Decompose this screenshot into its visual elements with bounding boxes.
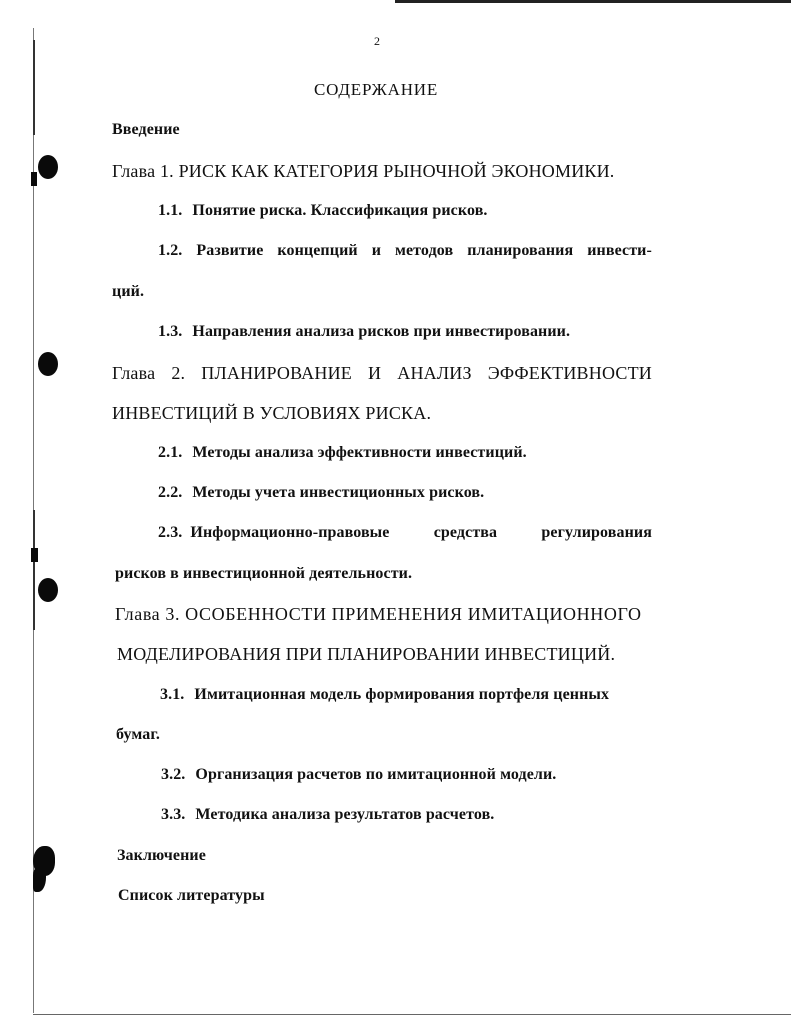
section-title: Направления анализа рисков при инвестировании. xyxy=(192,323,571,340)
toc-section-2-3 xyxy=(158,524,652,542)
section-number: 2.1. xyxy=(158,444,183,461)
toc-chapter-2-title xyxy=(112,363,652,384)
chapter-title-word: И xyxy=(368,363,382,383)
toc-introduction: Введение xyxy=(112,121,180,138)
toc-section-1-1 xyxy=(158,202,488,220)
section-number: 3.2. xyxy=(161,766,186,783)
section-title-word: Развитие xyxy=(196,242,264,259)
section-title-word: и xyxy=(371,242,382,259)
punch-hole xyxy=(38,578,58,602)
section-title-word: концепций xyxy=(277,242,358,259)
toc-chapter-1-title: Глава 1. РИСК КАК КАТЕГОРИЯ РЫНОЧНОЙ ЭКОНОМИКИ. xyxy=(112,161,615,181)
toc-section-2-2 xyxy=(158,484,484,502)
section-number: 1.2. xyxy=(158,242,183,259)
section-title: Понятие риска. Классификация рисков. xyxy=(192,202,488,219)
toc-section-1-2-continuation: ций. xyxy=(112,283,145,300)
toc-chapter-3-title-continuation: МОДЕЛИРОВАНИЯ ПРИ ПЛАНИРОВАНИИ ИНВЕСТИЦИЙ. xyxy=(117,644,616,664)
scan-smudge xyxy=(33,868,46,892)
scan-bottom-rule xyxy=(33,1014,791,1015)
toc-section-2-1 xyxy=(158,444,527,462)
section-number: 1.1. xyxy=(158,202,183,219)
section-title: Имитационная модель формирования портфеля ценных xyxy=(194,686,610,703)
section-number: 2.3. xyxy=(158,524,183,541)
scan-left-margin-line-dark xyxy=(33,40,35,135)
toc-section-1-3 xyxy=(158,323,570,341)
toc-chapter-2-title-continuation: ИНВЕСТИЦИЙ В УСЛОВИЯХ РИСКА. xyxy=(112,403,432,423)
chapter-title-word: ЭФФЕКТИВНОСТИ xyxy=(487,363,652,383)
chapter-title-word: 2. xyxy=(171,363,186,383)
scan-smudge xyxy=(31,548,38,562)
toc-section-3-1-continuation: бумаг. xyxy=(116,726,161,743)
section-number: 2.2. xyxy=(158,484,183,501)
toc-section-3-3 xyxy=(161,806,494,824)
toc-section-1-2 xyxy=(158,242,652,260)
toc-chapter-3-title: Глава 3. ОСОБЕННОСТИ ПРИМЕНЕНИЯ ИМИТАЦИОННОГО xyxy=(115,604,642,624)
toc-section-3-2 xyxy=(161,766,556,784)
section-title: Методика анализа результатов расчетов. xyxy=(195,806,495,823)
section-title-word: средства xyxy=(433,524,498,541)
scan-left-margin-line-dark xyxy=(33,510,35,630)
chapter-title-word: АНАЛИЗ xyxy=(397,363,472,383)
section-title-word: Информационно-правовые xyxy=(190,524,390,541)
section-number: 3.1. xyxy=(160,686,185,703)
section-title: Методы анализа эффективности инвестиций. xyxy=(192,444,527,461)
section-title-word: методов xyxy=(394,242,454,259)
scan-smudge xyxy=(31,172,37,186)
section-title-word: инвести- xyxy=(587,242,652,259)
chapter-title-word: Глава xyxy=(112,363,156,383)
toc-references: Список литературы xyxy=(118,887,265,904)
section-title-word: планирования xyxy=(467,242,574,259)
page-number: 2 xyxy=(374,34,381,48)
section-number: 1.3. xyxy=(158,323,183,340)
toc-conclusion: Заключение xyxy=(117,847,206,864)
section-title: Методы учета инвестиционных рисков. xyxy=(192,484,485,501)
punch-hole xyxy=(38,155,58,179)
punch-hole xyxy=(38,352,58,376)
section-number: 3.3. xyxy=(161,806,186,823)
chapter-title-word: ПЛАНИРОВАНИЕ xyxy=(201,363,352,383)
section-title-word: регулирования xyxy=(541,524,652,541)
section-title: Организация расчетов по имитационной модели. xyxy=(195,766,557,783)
toc-section-3-1 xyxy=(160,686,609,704)
scan-top-rule xyxy=(395,0,791,3)
toc-section-2-3-continuation: рисков в инвестиционной деятельности. xyxy=(115,565,413,582)
page-title: СОДЕРЖАНИЕ xyxy=(314,80,439,99)
